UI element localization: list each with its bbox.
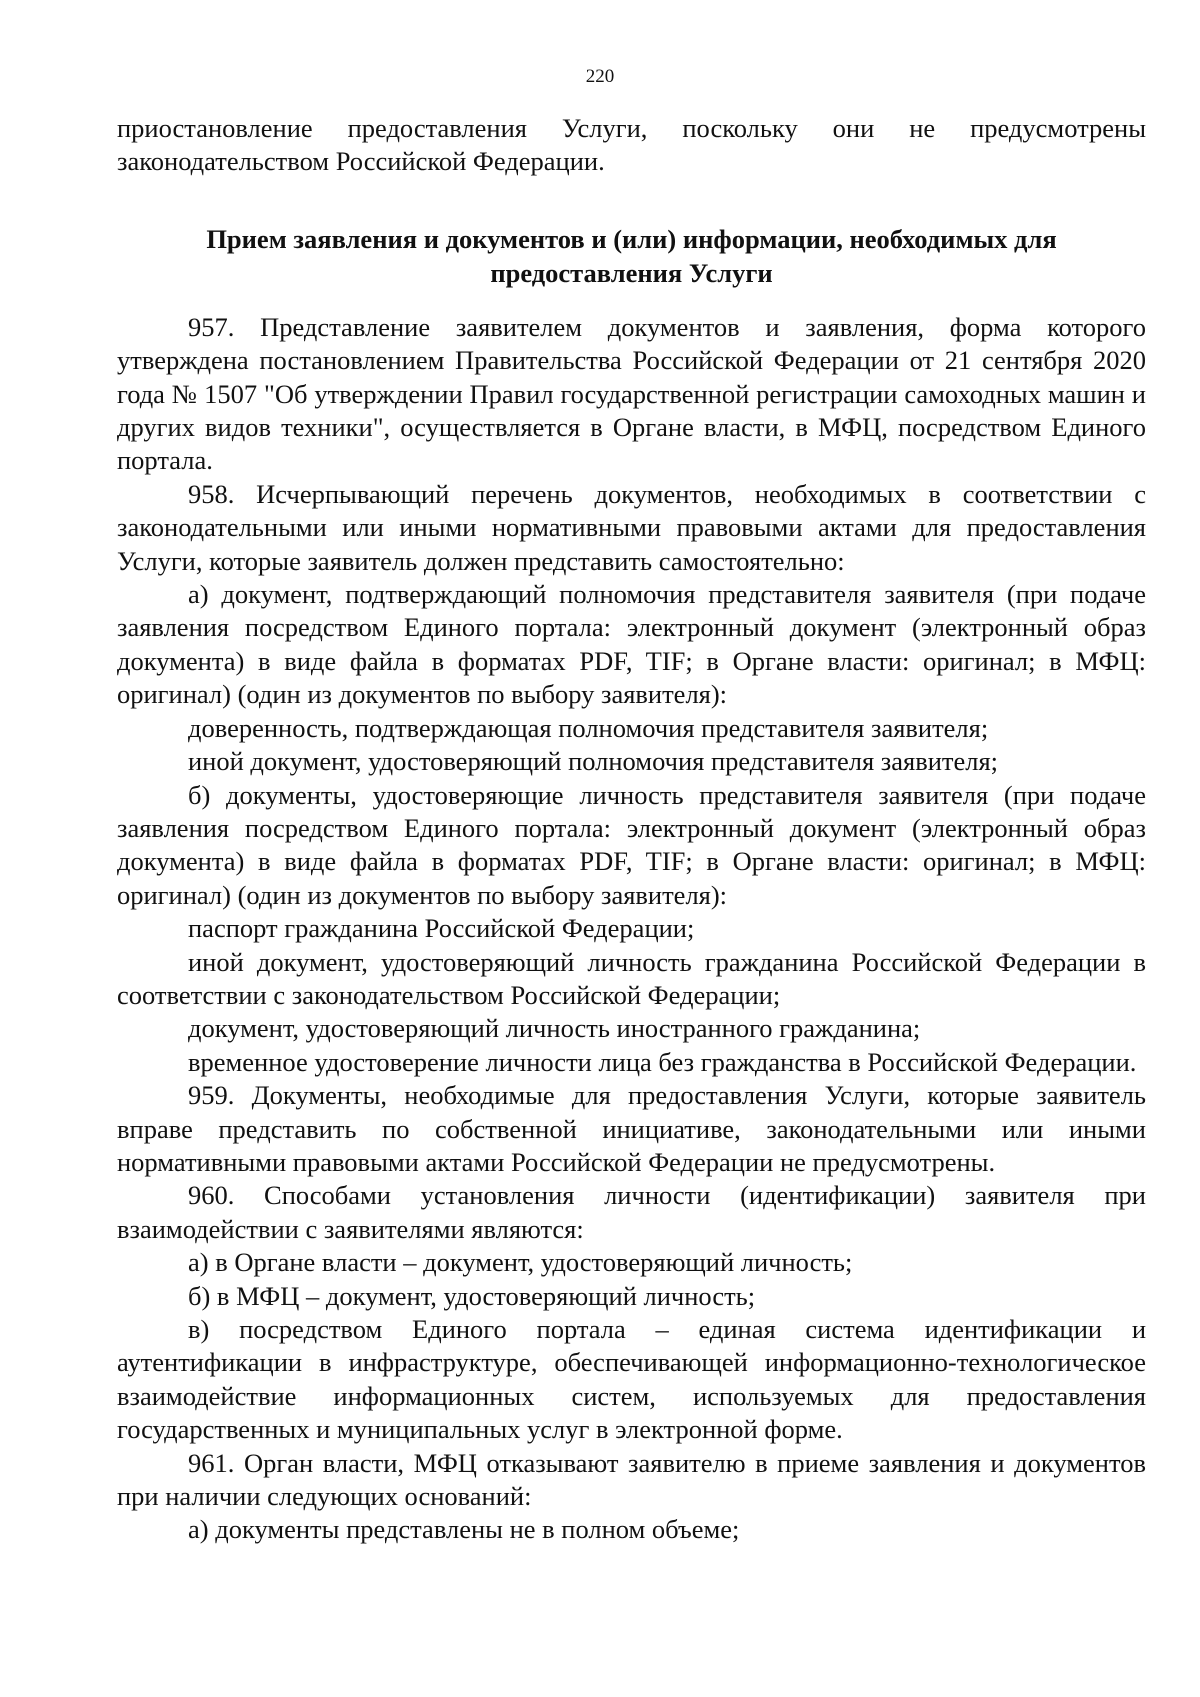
document-body (117, 112, 1146, 1547)
paragraph-957: 957. Представление заявителем документов и заявления, форма которого утверждена постановлением Правительства Российской Федерации от 21 сентября 2020 года № 1507 "Об утверждении Правил государственной регистрации самоходных машин и других видов техники", осуществляется в Органе власти, в МФЦ, посредством Единого портала. (117, 311, 1146, 476)
paragraph-961: 961. Орган власти, МФЦ отказывают заявителю в приеме заявления и документов при наличии следующих оснований: (117, 1447, 1146, 1512)
page-number: 220 (585, 66, 615, 87)
paragraph-continuation: приостановление предоставления Услуги, поскольку они не предусмотрены законодательством Российской Федерации. (117, 113, 1146, 177)
list-item-passport: паспорт гражданина Российской Федерации; (188, 913, 695, 944)
section-heading: Прием заявления и документов и (или) информации, необходимых для предоставления Услуги (206, 223, 1057, 288)
list-item-other-authority-document: иной документ, удостоверяющий полномочия представителя заявителя; (188, 746, 999, 777)
list-item-961-a: а) документы представлены не в полном объеме; (188, 1514, 740, 1545)
list-item-stateless-certificate: временное удостоверение личности лица без гражданства в Российской Федерации. (188, 1046, 1137, 1077)
paragraph-958: 958. Исчерпывающий перечень документов, необходимых в соответствии с законодательными или иными нормативными правовыми актами для предоставления Услуги, которые заявитель должен представить самостоятельно: (117, 478, 1146, 576)
list-item-958-a: а) документ, подтверждающий полномочия представителя заявителя (при подаче заявления посредством Единого портала: электронный документ (электронный образ документа) в виде файла в форматах PDF, TIF; в Органе власти: оригинал; в МФЦ: оригинал) (один из документов по выбору заявителя): (117, 579, 1146, 710)
list-item-foreign-citizen-document: документ, удостоверяющий личность иностранного гражданина; (188, 1013, 921, 1044)
list-item-other-identity-document: иной документ, удостоверяющий личность гражданина Российской Федерации в соответствии с законодательством Российской Федерации; (117, 946, 1146, 1010)
list-item-960-a: а) в Органе власти – документ, удостоверяющий личность; (188, 1247, 853, 1278)
list-item-960-b: б) в МФЦ – документ, удостоверяющий личность; (188, 1280, 756, 1311)
paragraph-959: 959. Документы, необходимые для предоставления Услуги, которые заявитель вправе представить по собственной инициативе, законодательными или иными нормативными правовыми актами Российской Федерации не предусмотрены. (117, 1080, 1146, 1177)
list-item-958-b: б) документы, удостоверяющие личность представителя заявителя (при подаче заявления посредством Единого портала: электронный документ (электронный образ документа) в виде файла в форматах PDF, TIF; в Органе власти: оригинал; в МФЦ: оригинал) (один из документов по выбору заявителя): (117, 779, 1146, 910)
paragraph-960: 960. Способами установления личности (идентификации) заявителя при взаимодействии с заявителями являются: (117, 1180, 1146, 1244)
list-item-960-v: в) посредством Единого портала – единая система идентификации и аутентификации в инфраструктуре, обеспечивающей информационно-технологическое взаимодействие информационных систем, используемых для предоставления государственных и муниципальных услуг в электронной форме. (117, 1314, 1146, 1445)
list-item-power-of-attorney: доверенность, подтверждающая полномочия представителя заявителя; (188, 712, 989, 743)
